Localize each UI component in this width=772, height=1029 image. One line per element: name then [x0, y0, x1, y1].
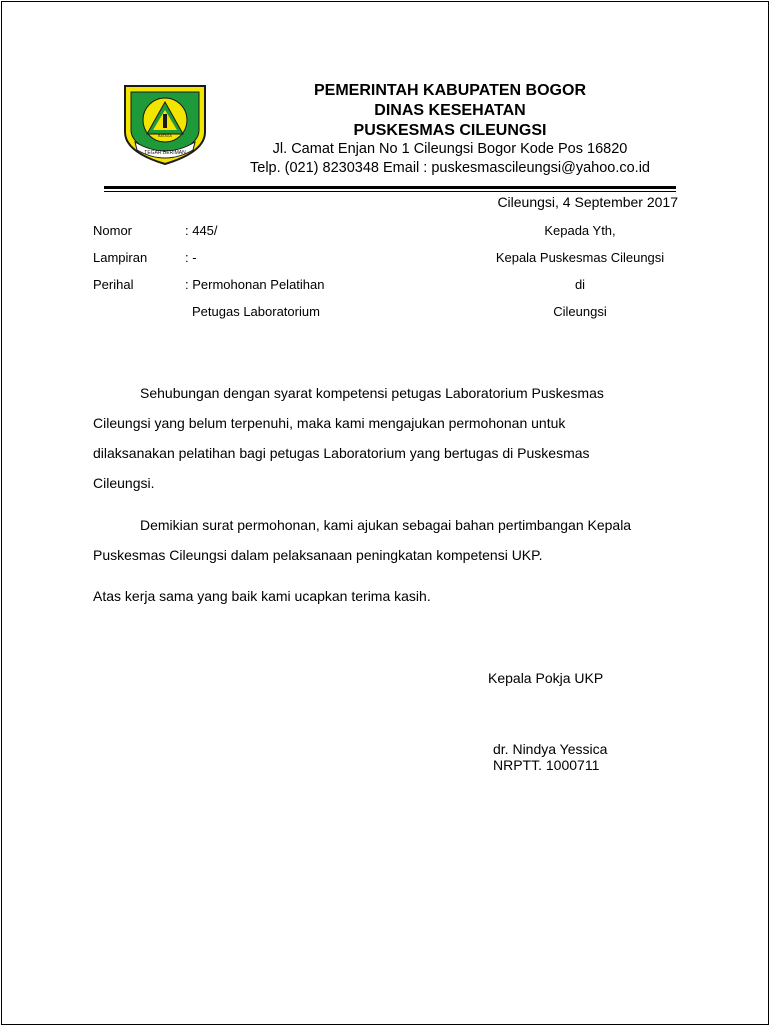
letter-date: Cileungsi, 4 September 2017 [497, 194, 678, 210]
recipient-di: di [574, 277, 586, 292]
signature-name: dr. Nindya Yessica [493, 741, 608, 757]
letterhead-divider-thick [104, 186, 676, 189]
nomor-label: Nomor [93, 223, 133, 238]
body-p2-line2: Puskesmas Cileungsi dalam pelaksanaan peningkatan kompetensi UKP. [93, 547, 543, 563]
logo-inner-text: BATAGA [158, 134, 172, 138]
body-p1-line1: Sehubungan dengan syarat kompetensi petugas Laboratorium Puskesmas [140, 385, 604, 401]
perihal-value-line2: Petugas Laboratorium [192, 304, 320, 319]
kabupaten-bogor-logo [121, 82, 209, 168]
body-p1-line3: dilaksanakan pelatihan bagi petugas Laboratorium yang bertugas di Puskesmas [93, 445, 590, 461]
letterhead-address: Jl. Camat Enjan No 1 Cileungsi Bogor Kode Pos 16820 [272, 141, 628, 157]
lampiran-value: : - [185, 250, 197, 265]
letterhead-government: PEMERINTAH KABUPATEN BOGOR [314, 82, 586, 99]
letterhead-department: DINAS KESEHATAN [374, 102, 526, 119]
nomor-value: : 445/ [185, 223, 218, 238]
lampiran-label: Lampiran [93, 250, 148, 265]
letter-page [1, 1, 769, 1025]
body-p1-line2: Cileungsi yang belum terpenuhi, maka kami mengajukan permohonan untuk [93, 415, 566, 431]
body-p3: Atas kerja sama yang baik kami ucapkan terima kasih. [93, 588, 431, 604]
letterhead-contact: Telp. (021) 8230348 Email : puskesmascileungsi@yahoo.co.id [250, 160, 650, 176]
body-p1-line4: Cileungsi. [93, 475, 155, 491]
recipient-title: Kepala Puskesmas Cileungsi [495, 250, 665, 265]
perihal-value-line1: : Permohonan Pelatihan [185, 277, 325, 292]
letterhead-institution: PUSKESMAS CILEUNGSI [353, 122, 547, 139]
recipient-location: Cileungsi [553, 304, 607, 319]
perihal-label: Perihal [93, 277, 134, 292]
signature-title: Kepala Pokja UKP [488, 670, 604, 686]
logo-ribbon-text: TEGAR BERIMAN [144, 150, 186, 156]
recipient-greeting: Kepada Yth, [544, 223, 616, 238]
body-p2-line1: Demikian surat permohonan, kami ajukan sebagai bahan pertimbangan Kepala [140, 517, 632, 533]
letterhead-divider-thin [104, 191, 676, 192]
signature-id: NRPTT. 1000711 [493, 757, 600, 773]
